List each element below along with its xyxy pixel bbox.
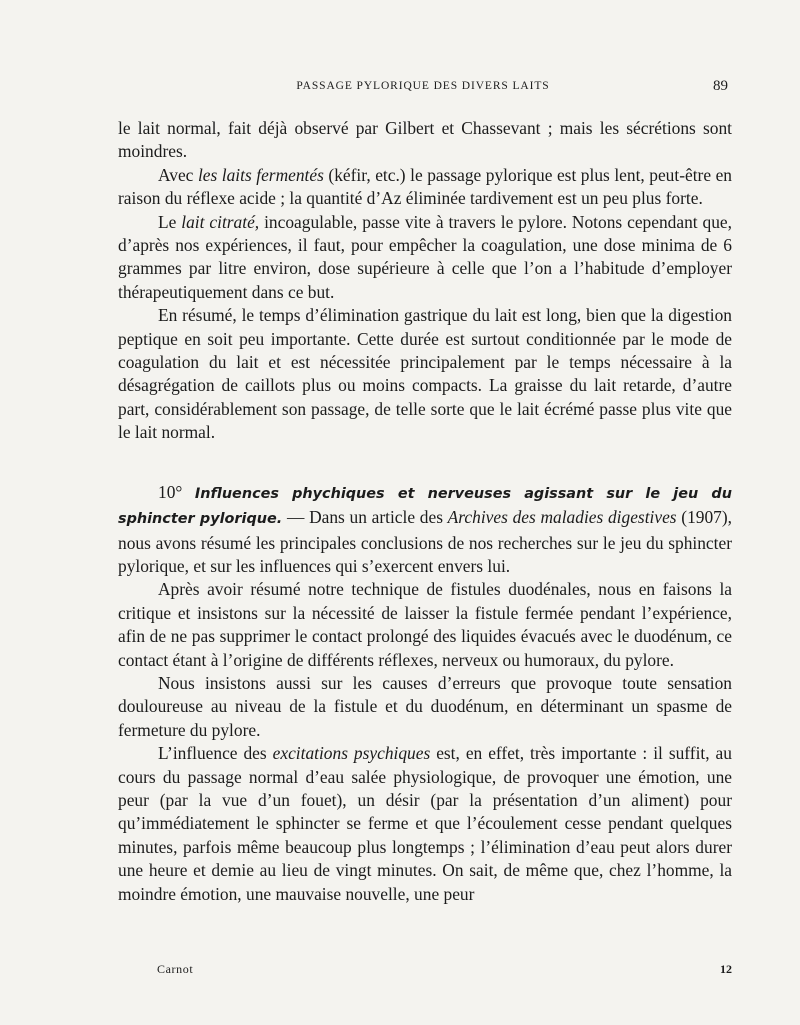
em-dash: —: [282, 507, 310, 528]
italic-term: lait citraté,: [181, 211, 260, 232]
paragraph-fermented-milk: [118, 164, 732, 211]
section-title: Influences phychiques et nerveuses agissant sur le jeu du sphincter pylorique.: [118, 485, 732, 528]
italic-term: les laits fermentés: [197, 164, 324, 185]
text-run: L’influence des: [158, 743, 273, 764]
paragraph-technique: Après avoir résumé notre technique de fistules duodénales, nous en faisons la critique et insistons sur la nécessité de laisser la fistule fermée pendant l’expérience, afin de ne pas supprimer le contact prolongé des liquides évacués avec le duodénum, ce contact étant à l’origine de différents réflexes, nerveux ou humoraux, du pylore.: [118, 579, 732, 670]
page-number: 89: [713, 78, 728, 94]
paragraph-continuation: le lait normal, fait déjà observé par Gilbert et Chassevant ; mais les sécrétions sont moindres.: [118, 118, 732, 162]
text-run: Avec: [158, 164, 198, 185]
section-heading-paragraph: [118, 481, 732, 579]
paragraph-psychic-excitations: [118, 742, 732, 906]
section-number: 10°: [158, 481, 183, 502]
paragraph-errors: Nous insistons aussi sur les causes d’erreurs que provoque toute sensation douloureuse au niveau de la fistule et du duodénum, en déterminant un spasme de fermeture du pylore.: [118, 672, 732, 740]
running-title: PASSAGE PYLORIQUE DES DIVERS LAITS: [296, 80, 550, 92]
text-run: Dans un article des: [309, 507, 448, 528]
text-run: (kéfir, etc.) le passage pylorique est plus lent, peut-être en raison du réflexe acide ; la quantité d’Az éliminée tardivement est un peu plus forte.: [118, 164, 732, 209]
paragraph-citrated-milk: [118, 211, 732, 305]
printer-signature: Carnot: [157, 962, 194, 976]
page-footer: [157, 962, 732, 982]
text-run: incoagulable, passe vite à travers le pylore. Notons cependant que, d’après nos expériences, il faut, pour empêcher la coagulation, une dose minima de 6 grammes par litre environ, dose supérieure à celle que l’on a l’habitude d’employer thérapeutiquement dans ce but.: [118, 211, 732, 302]
body-text: [118, 117, 732, 906]
section-spacer: [118, 445, 732, 481]
journal-title: Archives des maladies digestives: [447, 507, 677, 528]
running-header: [118, 80, 728, 100]
paragraph-summary: En résumé, le temps d’élimination gastrique du lait est long, bien que la digestion peptique en soit peu importante. Cette durée est surtout conditionnée par le mode de coagulation du lait et est nécessitée principalement par le temps nécessaire à la désagrégation de caillots plus ou moins compacts. La graisse du lait retarde, d’autre part, considérablement son passage, de telle sorte que le lait écrémé passe plus vite que le lait normal.: [118, 305, 732, 443]
sheet-number: 12: [720, 962, 732, 976]
text-run: Le: [158, 211, 182, 232]
text-run: (1907), nous avons résumé les principales conclusions de nos recherches sur le jeu du sphincter pylorique, et sur les influences qui s’exercent envers lui.: [118, 507, 732, 576]
italic-term: excitations psychiques: [272, 743, 431, 764]
text-run: est, en effet, très importante : il suffit, au cours du passage normal d’eau salée physiologique, de provoquer une émotion, une peur (par la vue d’un fouet), un désir (par la présentation d’un aliment) pour qu’immédiatement le sphincter se ferme et que l’écoulement cesse pendant quelques minutes, parfois même beaucoup plus longtemps ; l’élimination d’eau peut alors durer une heure et demie au lieu de vingt minutes. On sait, de même que, chez l’homme, la moindre émotion, une mauvaise nouvelle, une peur: [118, 743, 732, 904]
